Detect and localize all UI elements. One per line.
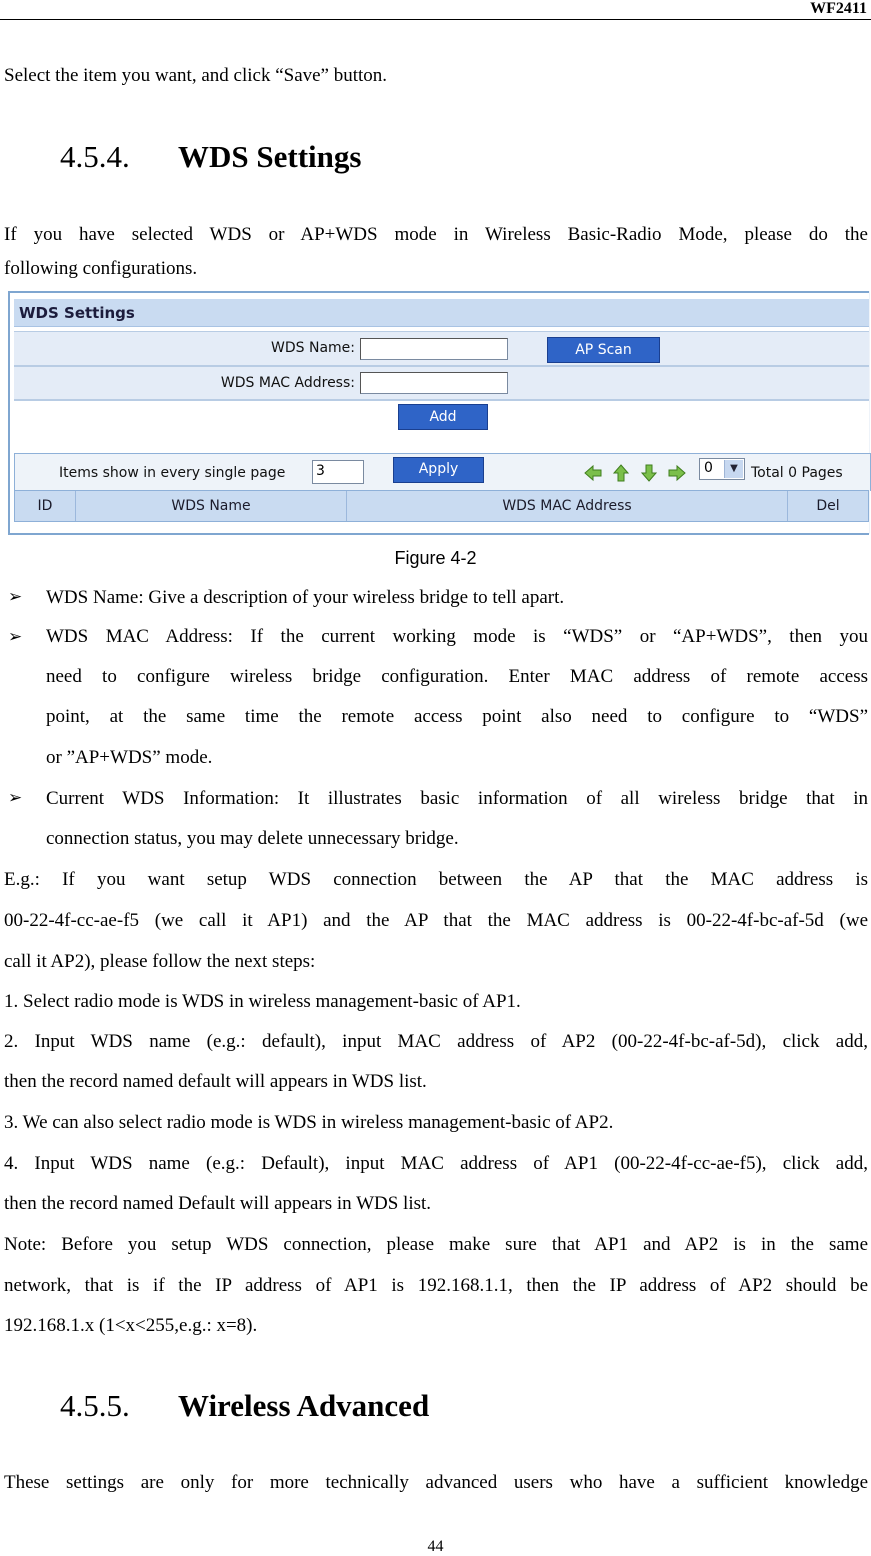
panel-title: WDS Settings (19, 304, 135, 322)
wds-name-input[interactable] (360, 338, 508, 360)
bullet-text: Current WDS Information: It illustrates basic information of all wireless bridge that in (46, 788, 868, 809)
wds-list-header (14, 490, 869, 522)
step-text: 4. Input WDS name (e.g.: Default), input MAC address of AP1 (00-22-4f-cc-ae-f5), click add, (4, 1153, 868, 1174)
figure-caption: Figure 4-2 (394, 548, 477, 568)
intro-text: Select the item you want, and click “Save” button. (4, 65, 388, 86)
wds-mac-label: WDS MAC Address: (220, 375, 355, 391)
pagination-bar (14, 453, 871, 491)
bullet-text: WDS Name: Give a description of your wireless bridge to tell apart. (46, 587, 565, 608)
section-heading-advanced (60, 1389, 660, 1425)
section-number: 4.5.4. (60, 139, 130, 174)
items-per-page-input[interactable]: 3 (312, 460, 364, 484)
section-title: WDS Settings (178, 139, 362, 174)
example-text: E.g.: If you want setup WDS connection between the AP that the MAC address is (4, 869, 868, 890)
step-text: 1. Select radio mode is WDS in wireless management-basic of AP1. (4, 991, 521, 1012)
column-wds-mac: WDS MAC Address (347, 491, 788, 521)
bullet-text: or ”AP+WDS” mode. (46, 747, 213, 768)
total-pages-text: Total 0 Pages (751, 465, 843, 481)
step-text: then the record named default will appears in WDS list. (4, 1071, 427, 1092)
chevron-down-icon[interactable]: ▼ (724, 460, 743, 478)
bullet-arrow-icon: ➢ (8, 587, 23, 606)
wds-mac-input[interactable] (360, 372, 508, 394)
note-text: network, that is if the IP address of AP1 is 192.168.1.1, then the IP address of AP2 should be (4, 1275, 868, 1296)
wds-name-row (14, 331, 869, 366)
section-title: Wireless Advanced (178, 1388, 430, 1423)
prev-page-icon[interactable] (611, 463, 631, 483)
apply-button[interactable]: Apply (393, 457, 484, 483)
add-row (14, 399, 869, 434)
column-id: ID (15, 491, 76, 521)
header-rule (0, 19, 871, 20)
page-select[interactable] (699, 458, 745, 480)
next-page-icon[interactable] (639, 463, 659, 483)
step-text: then the record named Default will appears in WDS list. (4, 1193, 432, 1214)
step-text: 3. We can also select radio mode is WDS in wireless management-basic of AP2. (4, 1112, 614, 1133)
items-per-page-label: Items show in every single page (59, 465, 286, 481)
header-title: WF2411 (810, 0, 867, 17)
page-number: 44 (427, 1538, 444, 1555)
bullet-text: point, at the same time the remote access point also need to configure to “WDS” (46, 706, 868, 727)
column-del: Del (816, 498, 840, 514)
section-number: 4.5.5. (60, 1388, 130, 1423)
bullet-arrow-icon: ➢ (8, 627, 23, 646)
figure-frame (8, 291, 869, 535)
wds-settings-figure (8, 291, 870, 534)
first-page-icon[interactable] (583, 463, 603, 483)
bullet-text: need to configure wireless bridge configuration. Enter MAC address of remote access (46, 666, 868, 687)
wds-paragraph-line: following configurations. (4, 258, 198, 279)
wds-paragraph-line: If you have selected WDS or AP+WDS mode in Wireless Basic-Radio Mode, please do the (4, 224, 868, 245)
section-heading-wds (60, 140, 560, 176)
advanced-paragraph-line: These settings are only for more technically advanced users who have a sufficient knowledge (4, 1472, 868, 1493)
bullet-text: connection status, you may delete unnecessary bridge. (46, 828, 459, 849)
panel-titlebar (14, 299, 869, 327)
ap-scan-button[interactable]: AP Scan (547, 337, 660, 363)
add-button[interactable]: Add (398, 404, 488, 430)
bullet-arrow-icon: ➢ (8, 788, 23, 807)
note-text: Note: Before you setup WDS connection, please make sure that AP1 and AP2 is in the same (4, 1234, 868, 1255)
example-text: 00-22-4f-cc-ae-f5 (we call it AP1) and the AP that the MAC address is 00-22-4f-bc-af-5d (we (4, 910, 868, 931)
step-text: 2. Input WDS name (e.g.: default), input MAC address of AP2 (00-22-4f-bc-af-5d), click add, (4, 1031, 868, 1052)
page-select-value: 0 (704, 460, 713, 476)
panel-gap (14, 431, 869, 453)
wds-name-label: WDS Name: (271, 340, 355, 356)
note-text: 192.168.1.x (1<x<255,e.g.: x=8). (4, 1315, 258, 1336)
wds-mac-row (14, 366, 869, 401)
last-page-icon[interactable] (667, 463, 687, 483)
column-wds-name: WDS Name (76, 491, 347, 521)
bullet-text: WDS MAC Address: If the current working mode is “WDS” or “AP+WDS”, then you (46, 626, 868, 647)
example-text: call it AP2), please follow the next steps: (4, 951, 316, 972)
